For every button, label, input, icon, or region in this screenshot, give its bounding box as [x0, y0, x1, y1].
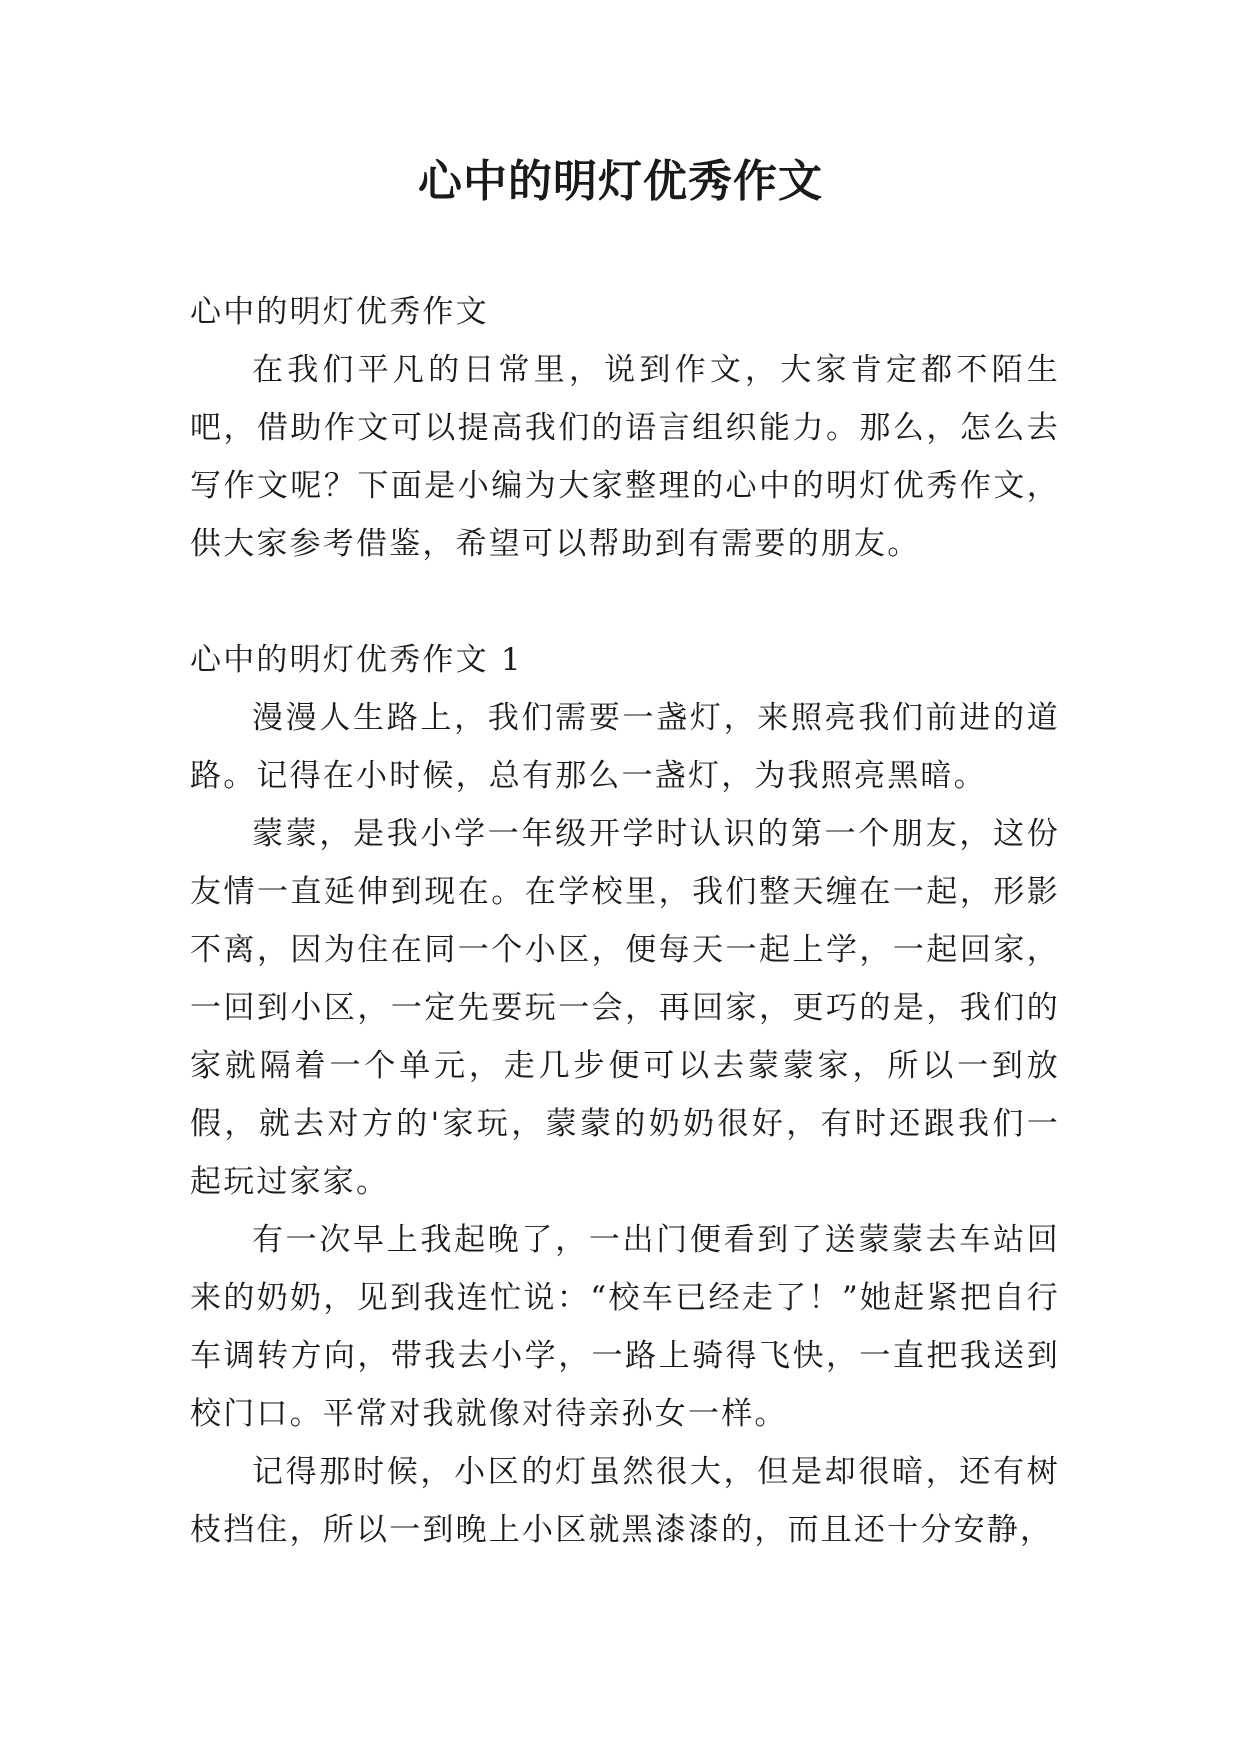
body-paragraph: 蒙蒙，是我小学一年级开学时认识的第一个朋友，这份友情一直延伸到现在。在学校里，我们整天缠在一起，形影不离，因为住在同一个小区，便每天一起上学，一起回家，一回到小区，一定先要玩一会，再回家，更巧的是，我们的家就隔着一个单元，走几步便可以去蒙蒙家，所以一到放假，就去对方的'家玩，蒙蒙的奶奶很好，有时还跟我们一起玩过家家。	[190, 816, 1060, 1200]
section-heading: 心中的明灯优秀作文 1	[190, 642, 523, 678]
document-body	[190, 283, 1060, 1559]
document-title: 心中的明灯优秀作文	[418, 156, 823, 207]
intro-paragraph: 在我们平凡的日常里，说到作文，大家肯定都不陌生吧，借助作文可以提高我们的语言组织能力。那么，怎么去写作文呢？下面是小编为大家整理的心中的明灯优秀作文，供大家参考借鉴，希望可以帮助到有需要的朋友。	[190, 352, 1060, 562]
body-paragraph: 记得那时候，小区的灯虽然很大，但是却很暗，还有树枝挡住，所以一到晚上小区就黑漆漆的，而且还十分安静，	[190, 1454, 1060, 1548]
body-paragraph: 漫漫人生路上，我们需要一盏灯，来照亮我们前进的道路。记得在小时候，总有那么一盏灯，为我照亮黑暗。	[190, 700, 1060, 794]
body-paragraph: 有一次早上我起晚了，一出门便看到了送蒙蒙去车站回来的奶奶，见到我连忙说：“校车已经走了！”她赶紧把自行车调转方向，带我去小学，一路上骑得飞快，一直把我送到校门口。平常对我就像对待亲孙女一样。	[190, 1222, 1060, 1432]
intro-heading: 心中的明灯优秀作文	[190, 294, 489, 330]
